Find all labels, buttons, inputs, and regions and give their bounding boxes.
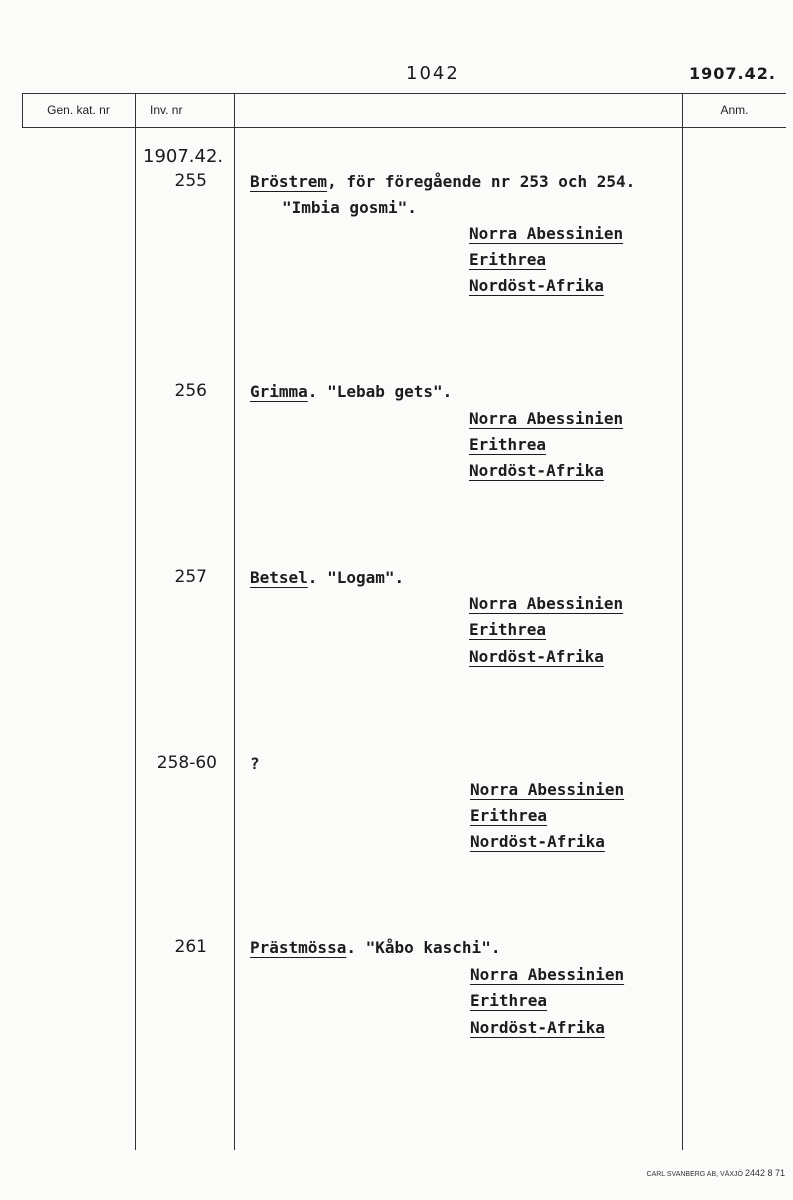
printer-name: CARL SVANBERG AB, VÄXJÖ bbox=[646, 1171, 743, 1178]
page-number: 1042 bbox=[406, 63, 460, 84]
column-header-gen-kat-nr: Gen. kat. nr bbox=[47, 103, 110, 117]
series-label: 1907.42. bbox=[143, 146, 224, 167]
place-continent: Nordöst-Afrika bbox=[469, 461, 604, 480]
printer-imprint bbox=[647, 1168, 785, 1178]
inv-number: 261 bbox=[174, 937, 207, 957]
inv-number: 257 bbox=[174, 567, 207, 587]
entry-description bbox=[250, 754, 260, 773]
place-continent: Nordöst-Afrika bbox=[470, 832, 605, 851]
object-term: Bröstrem bbox=[250, 172, 328, 191]
column-divider-3 bbox=[682, 93, 683, 1150]
form-code: 2442 8 71 bbox=[744, 1168, 785, 1178]
column-divider-2 bbox=[234, 93, 235, 1150]
place-country: Erithrea bbox=[469, 250, 547, 269]
column-header-inv-nr: Inv. nr bbox=[150, 103, 183, 117]
object-note: . "Kåbo kaschi". bbox=[346, 938, 501, 957]
inv-number: 256 bbox=[174, 381, 207, 401]
object-note: . "Logam". bbox=[307, 568, 405, 587]
top-rule bbox=[22, 93, 786, 94]
entry-description bbox=[250, 382, 452, 401]
object-term: Prästmössa bbox=[250, 938, 347, 957]
object-term: Betsel bbox=[250, 568, 308, 587]
place-country: Erithrea bbox=[469, 435, 547, 454]
object-note: . "Lebab gets". bbox=[307, 382, 453, 401]
object-note: ? bbox=[250, 754, 260, 773]
column-divider-1 bbox=[135, 93, 136, 1150]
header-rule bbox=[22, 127, 786, 128]
entry-description bbox=[250, 938, 500, 957]
column-header-anm: Anm. bbox=[720, 103, 749, 117]
place-region: Norra Abessinien bbox=[469, 594, 624, 613]
place-continent: Nordöst-Afrika bbox=[469, 647, 604, 666]
inv-number: 255 bbox=[174, 171, 207, 191]
place-continent: Nordöst-Afrika bbox=[470, 1018, 605, 1037]
place-region: Norra Abessinien bbox=[469, 409, 624, 428]
place-region: Norra Abessinien bbox=[470, 965, 625, 984]
entry-description bbox=[250, 568, 404, 587]
place-country: Erithrea bbox=[470, 991, 548, 1010]
place-continent: Nordöst-Afrika bbox=[469, 276, 604, 295]
place-region: Norra Abessinien bbox=[470, 780, 625, 799]
object-note: , för föregående nr 253 och 254. bbox=[327, 172, 636, 191]
object-term: Grimma bbox=[250, 382, 308, 401]
place-country: Erithrea bbox=[470, 806, 548, 825]
place-country: Erithrea bbox=[469, 620, 547, 639]
entry-description bbox=[250, 172, 635, 191]
place-region: Norra Abessinien bbox=[469, 224, 624, 243]
accession-header: 1907.42. bbox=[689, 64, 776, 83]
native-name: "Imbia gosmi". bbox=[282, 198, 417, 217]
inv-number: 258-60 bbox=[156, 753, 217, 773]
